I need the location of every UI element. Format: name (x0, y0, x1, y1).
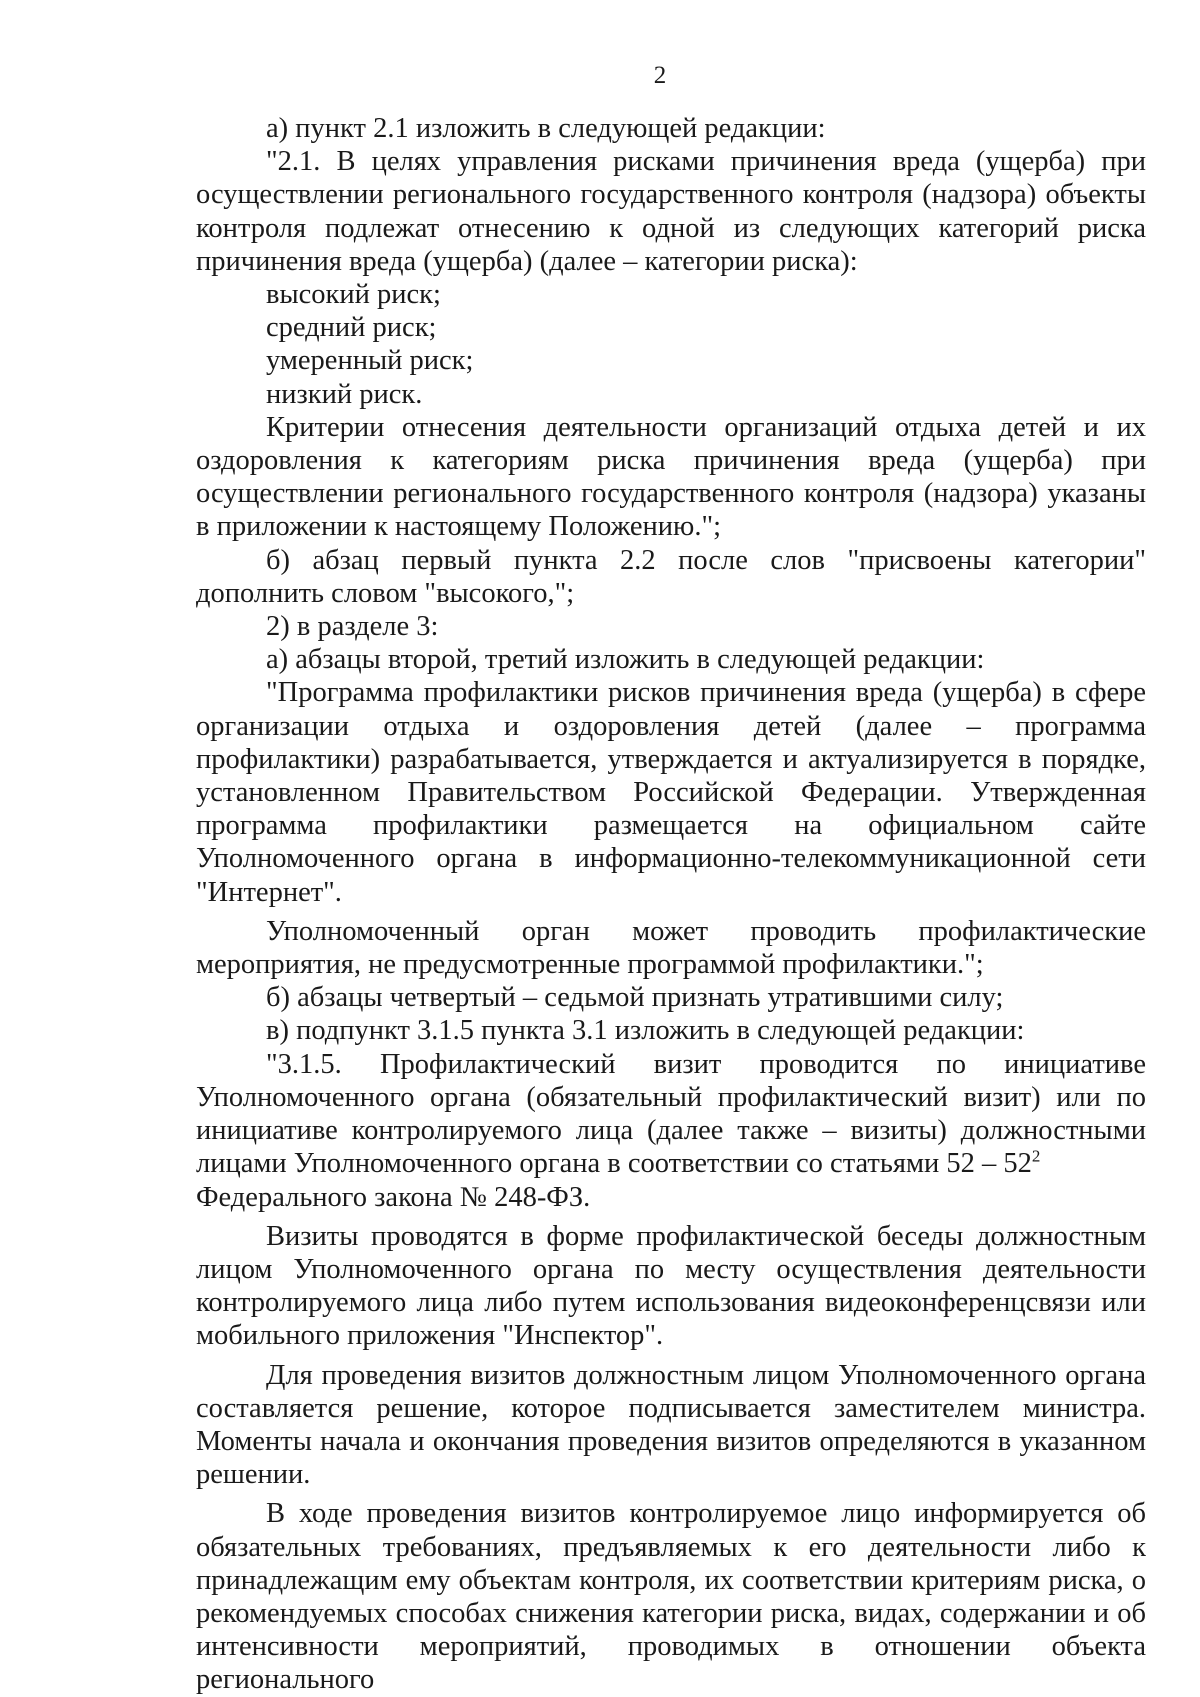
paragraph: 2) в разделе 3: (266, 611, 439, 643)
paragraph: Критерии отнесения деятельности организаций отдыха детей и их оздоровления к категориям риска причинения вреда (ущерба) при осуществлении регионального государственного контроля (надзора) указаны в приложении к настоящему Положению."; (196, 411, 1146, 543)
paragraph: а) абзацы второй, третий изложить в следующей редакции: (266, 644, 985, 676)
document-body (196, 112, 1146, 1697)
paragraph: "2.1. В целях управления рисками причинения вреда (ущерба) при осуществлении регионального государственного контроля (надзора) объекты контроля подлежат отнесению к одной из следующих категорий риска причинения вреда (ущерба) (далее – категории риска): (196, 146, 1146, 277)
list-item: низкий риск. (266, 378, 423, 410)
paragraph: б) абзац первый пункта 2.2 после слов "присвоены категории" дополнить словом "высокого,"; (196, 544, 1146, 609)
paragraph: Визиты проводятся в форме профилактической беседы должностным лицом Уполномоченного органа по месту осуществления деятельности контролируемого лица либо путем использования видеоконференцсвязи или мобильного приложения "Инспектор". (196, 1220, 1146, 1352)
paragraph: а) пункт 2.1 изложить в следующей редакции: (266, 113, 826, 144)
paragraph-text: "3.1.5. Профилактический визит проводится по инициативе Уполномоченного органа (обязательный профилактический визит) или по инициативе контролируемого лица (далее также – визиты) должностными лицами Уполномоченного органа в соответствии со статьями 52 – 52 (196, 1048, 1146, 1180)
list-item: умеренный риск; (266, 345, 474, 377)
paragraph: Уполномоченный орган может проводить профилактические мероприятия, не предусмотренные программой профилактики."; (196, 915, 1146, 981)
paragraph: Для проведения визитов должностным лицом Уполномоченного органа составляется решение, которое подписывается заместителем министра. Моменты начала и окончания проведения визитов определяются в указанном решении. (196, 1359, 1146, 1491)
paragraph-continuation: Федерального закона № 248-ФЗ. (196, 1181, 591, 1213)
paragraph (196, 1048, 1146, 1181)
list-item: средний риск; (266, 312, 437, 344)
paragraph: б) абзацы четвертый – седьмой признать утратившими силу; (266, 982, 1004, 1014)
list-item: высокий риск; (266, 279, 441, 311)
paragraph: В ходе проведения визитов контролируемое лицо информируется об обязательных требованиях, предъявляемых к его деятельности либо к принадлежащим ему объектам контроля, их соответствии критериям риска, о рекомендуемых способах снижения категории риска, видах, содержании и об интенсивности мероприятий, проводимых в отношении объекта регионального (196, 1498, 1146, 1696)
paragraph: в) подпункт 3.1.5 пункта 3.1 изложить в следующей редакции: (266, 1015, 1025, 1047)
superscript: 2 (1031, 1146, 1041, 1166)
page-number: 2 (653, 62, 667, 89)
paragraph: "Программа профилактики рисков причинения вреда (ущерба) в сфере организации отдыха и оздоровления детей (далее – программа профилактики) разрабатывается, утверждается и актуализируется в порядке, установленном Правительством Российской Федерации. Утвержденная программа профилактики размещается на официальном сайте Уполномоченного органа в информационно-телекоммуникационной сети "Интернет". (196, 677, 1146, 908)
